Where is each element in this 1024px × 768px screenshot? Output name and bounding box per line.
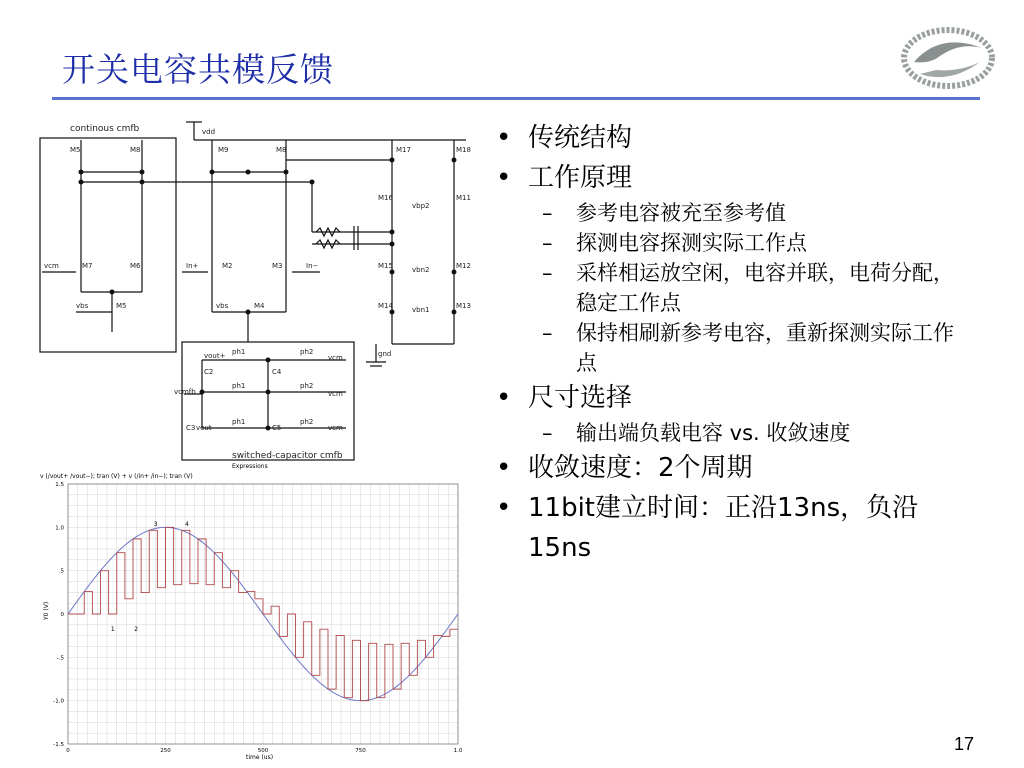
svg-text:vcm: vcm (328, 354, 343, 362)
marker-label: 2 (134, 625, 139, 633)
slide-title: 开关电容共模反馈 (62, 50, 334, 89)
chart-legend: v (/vout+ /vout−); tran (V) + v (/in+ /in−); tran (V) (40, 473, 193, 480)
svg-text:M8: M8 (276, 146, 287, 154)
svg-text:M5: M5 (116, 302, 127, 310)
svg-text:vout−: vout− (196, 424, 218, 432)
svg-text:vbp2: vbp2 (412, 202, 430, 210)
x-tick-label: 500 (257, 748, 269, 754)
bullet-list (492, 118, 992, 568)
svg-text:vcm: vcm (44, 262, 59, 270)
svg-text:M8: M8 (130, 146, 141, 154)
sub-bullet: – 采样相运放空闲，电容并联，电荷分配，稳定工作点 (492, 258, 956, 318)
chart-title: Expressions (232, 463, 268, 470)
svg-text:vdd: vdd (202, 128, 216, 136)
marker-label: 1 (110, 625, 115, 633)
svg-text:ph1: ph1 (232, 348, 246, 356)
svg-text:M14: M14 (378, 302, 393, 310)
y-tick-label: 0 (60, 612, 64, 618)
page-number: 17 (954, 734, 975, 754)
x-tick-label: 1.0 (453, 748, 463, 754)
sub-bullet: – 参考电容被充至参考值 (492, 198, 992, 228)
cont-label: continous cmfb (70, 124, 140, 134)
svg-text:ph1: ph1 (232, 382, 246, 390)
title-rule (52, 97, 980, 100)
y-tick-label: 1.5 (55, 482, 64, 488)
sub-bullet: – 探测电容探测实际工作点 (492, 228, 992, 258)
sc-label: switched-capacitor cmfb (232, 451, 343, 461)
svg-text:C4: C4 (272, 368, 282, 376)
svg-text:vbs: vbs (76, 302, 89, 310)
bullet-5: • 11bit建立时间：正沿13ns，负沿15ns (492, 488, 958, 568)
svg-text:ph2: ph2 (300, 382, 314, 390)
svg-text:C2: C2 (204, 368, 214, 376)
svg-text:ph1: ph1 (232, 418, 246, 426)
svg-text:In+: In+ (186, 262, 199, 270)
y-tick-label: -.5 (56, 655, 64, 662)
marker-label: 3 (153, 521, 158, 529)
svg-text:gnd: gnd (378, 350, 392, 358)
bullet-1: • 传统结构 (492, 118, 992, 158)
svg-text:M6: M6 (130, 262, 141, 270)
svg-text:vout+: vout+ (204, 352, 226, 360)
svg-text:vbn2: vbn2 (412, 266, 430, 274)
svg-text:M7: M7 (82, 262, 93, 270)
institution-logo (900, 22, 996, 90)
x-tick-label: 750 (355, 748, 366, 754)
svg-text:vbn1: vbn1 (412, 306, 430, 314)
svg-text:ph2: ph2 (300, 418, 314, 426)
bullet-3: • 尺寸选择 (492, 378, 992, 418)
schematic (36, 112, 476, 462)
y-tick-label: .5 (58, 568, 64, 575)
svg-text:C5: C5 (272, 424, 282, 432)
svg-text:C3: C3 (186, 424, 196, 432)
y-tick-label: 1.0 (55, 525, 64, 532)
svg-text:M5: M5 (70, 146, 81, 154)
svg-text:vbs: vbs (216, 302, 229, 310)
x-tick-label: 0 (66, 748, 70, 754)
svg-text:M3: M3 (272, 262, 283, 270)
svg-text:M9: M9 (218, 146, 229, 154)
bullet-4: • 收敛速度：2个周期 (492, 448, 992, 488)
svg-text:M16: M16 (378, 194, 393, 202)
svg-text:M17: M17 (396, 146, 411, 154)
svg-text:M12: M12 (456, 262, 471, 270)
x-axis-label: time (us) (246, 754, 274, 761)
svg-text:M18: M18 (456, 146, 471, 154)
svg-text:vcmfb: vcmfb (174, 388, 196, 396)
svg-text:ph2: ph2 (300, 348, 314, 356)
svg-text:M4: M4 (254, 302, 265, 310)
svg-text:M13: M13 (456, 302, 471, 310)
svg-text:M2: M2 (222, 262, 233, 270)
y-tick-label: -1.0 (53, 698, 64, 705)
bullet-2: • 工作原理 (492, 158, 992, 198)
sub-bullet: – 保持相刷新参考电容，重新探测实际工作点 (492, 318, 956, 378)
svg-text:vcm: vcm (328, 424, 343, 432)
svg-text:In−: In− (306, 262, 319, 270)
y-tick-label: -1.5 (53, 742, 64, 748)
marker-label: 4 (185, 521, 189, 529)
y-axis-label: Y0 (V) (43, 601, 50, 620)
svg-text:M15: M15 (378, 262, 393, 270)
waveform-chart (36, 462, 476, 762)
svg-text:vcm: vcm (328, 390, 343, 398)
svg-text:M11: M11 (456, 194, 471, 202)
x-tick-label: 250 (160, 748, 171, 754)
sub-bullet: – 输出端负载电容 vs. 收敛速度 (492, 418, 992, 448)
